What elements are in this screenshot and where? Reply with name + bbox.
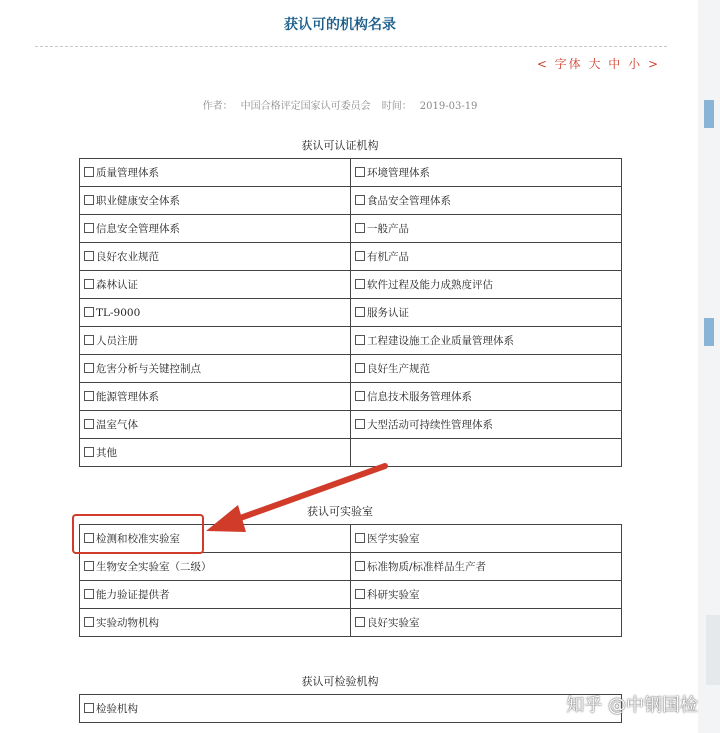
category-label: 环境管理体系 xyxy=(367,167,430,179)
category-label: 温室气体 xyxy=(96,419,138,431)
category-label: 信息技术服务管理体系 xyxy=(367,391,472,403)
category-label: 良好农业规范 xyxy=(96,251,159,263)
section-title-certification: 获认可认证机构 xyxy=(301,139,379,152)
watermark: 知乎 @中钢国检 xyxy=(566,695,698,716)
category-label: 生物安全实验室（二级） xyxy=(96,561,212,573)
right-sidebar-strip xyxy=(698,0,720,733)
category-label: 工程建设施工企业质量管理体系 xyxy=(367,335,514,347)
sidebar-block xyxy=(706,615,720,685)
category-label: 其他 xyxy=(96,447,117,459)
author-label: 作者： xyxy=(202,101,233,112)
section-title-laboratory: 获认可实验室 xyxy=(307,505,373,518)
category-label: 软件过程及能力成熟度评估 xyxy=(367,279,493,291)
category-label: 职业健康安全体系 xyxy=(96,195,180,207)
section-title-inspection: 获认可检验机构 xyxy=(301,675,379,688)
font-size-control[interactable]: < 字体 大 中 小 > xyxy=(536,57,660,71)
category-label: 检测和校准实验室 xyxy=(96,533,180,545)
time-label: 时间： xyxy=(381,101,412,112)
page-title: 获认可的机构名录 xyxy=(284,17,396,33)
category-label: 医学实验室 xyxy=(367,533,420,545)
category-label: 科研实验室 xyxy=(367,589,420,601)
author-name: 中国合格评定国家认可委员会 xyxy=(240,101,371,112)
sidebar-marker xyxy=(704,318,714,346)
category-label: 森林认证 xyxy=(96,279,138,291)
category-label: 有机产品 xyxy=(367,251,409,263)
category-label: 一般产品 xyxy=(367,223,409,235)
publish-date: 2019-03-19 xyxy=(419,101,478,112)
category-label: TL-9000 xyxy=(96,306,141,319)
category-label: 良好生产规范 xyxy=(367,363,430,375)
sidebar-marker xyxy=(704,100,714,128)
category-label: 能力验证提供者 xyxy=(96,589,170,601)
category-label: 大型活动可持续性管理体系 xyxy=(367,419,493,431)
category-label: 良好实验室 xyxy=(367,617,420,629)
category-label: 实验动物机构 xyxy=(96,617,159,629)
category-label: 食品安全管理体系 xyxy=(367,195,451,207)
category-label: 质量管理体系 xyxy=(96,167,159,179)
category-label: 危害分析与关键控制点 xyxy=(96,363,201,375)
category-label: 人员注册 xyxy=(96,335,138,347)
category-label: 检验机构 xyxy=(96,703,138,715)
category-label: 能源管理体系 xyxy=(96,391,159,403)
category-label: 信息安全管理体系 xyxy=(96,223,180,235)
category-label: 服务认证 xyxy=(367,307,409,319)
category-label: 标准物质/标准样品生产者 xyxy=(367,561,487,573)
